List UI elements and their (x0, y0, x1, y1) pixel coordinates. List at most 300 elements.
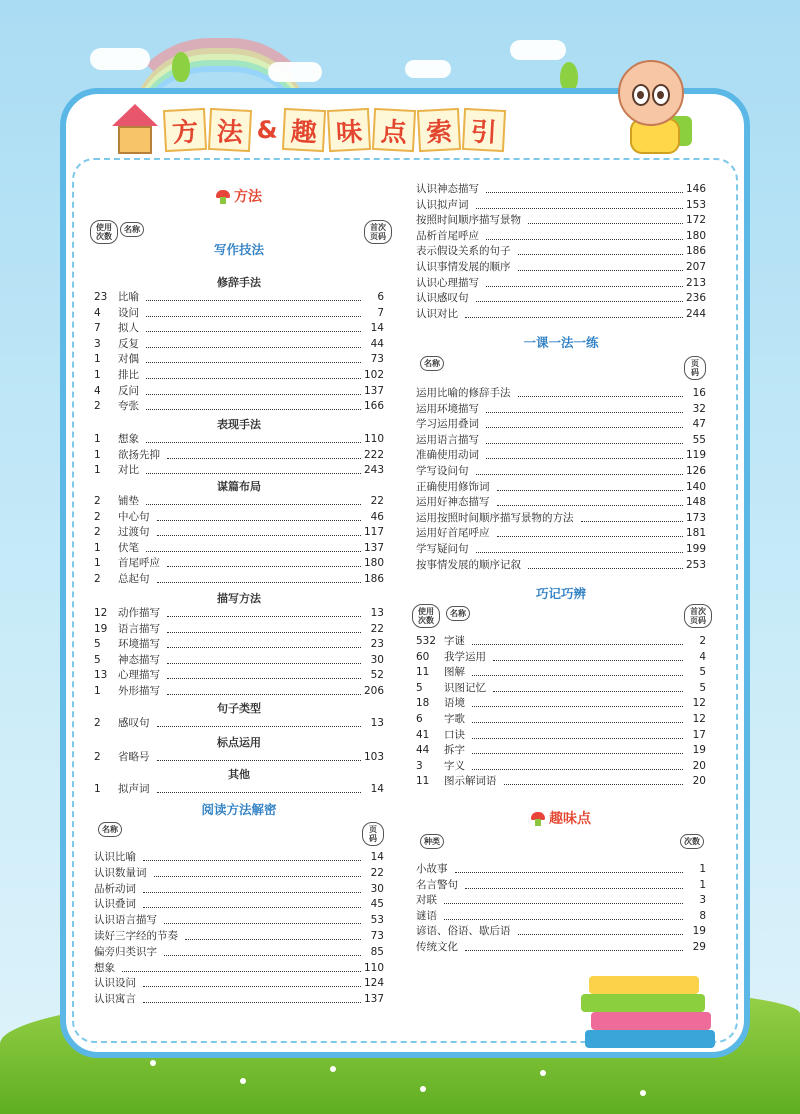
page-number: 14 (370, 851, 384, 863)
badge-kind: 种类 (420, 834, 444, 849)
page-number: 30 (370, 653, 384, 666)
entry-name: 认识寓言 (94, 993, 136, 1006)
leader-dots (143, 897, 361, 908)
badge-first-page: 首次页码 (684, 604, 712, 628)
page-number: 32 (692, 402, 706, 415)
index-row (416, 893, 706, 908)
use-count: 3 (94, 337, 101, 350)
index-row (416, 909, 706, 924)
page-number: 52 (370, 669, 384, 682)
leader-dots (528, 213, 683, 224)
page-number: 172 (685, 214, 706, 227)
entry-name: 拟声词 (118, 783, 150, 795)
index-row (94, 684, 384, 699)
leader-dots (146, 337, 361, 348)
leader-dots (497, 526, 683, 537)
badge-name: 名称 (420, 356, 444, 371)
page-number: 236 (685, 292, 706, 305)
badge-page: 页码 (684, 356, 706, 380)
use-count: 2 (94, 717, 101, 729)
use-count: 1 (94, 464, 101, 477)
page-number: 55 (692, 433, 706, 446)
title-char: 点 (372, 108, 416, 152)
page-number: 180 (685, 229, 706, 242)
entry-name: 认识数量词 (94, 866, 147, 879)
entry-name: 伏笔 (118, 541, 139, 554)
use-count: 23 (94, 291, 108, 303)
entry-name: 认识事情发展的顺序 (416, 261, 511, 273)
entry-name: 识图记忆 (444, 681, 486, 694)
index-row (94, 494, 384, 509)
leader-dots (146, 290, 361, 301)
use-count: 2 (94, 510, 101, 523)
index-row (94, 897, 384, 912)
use-count: 2 (94, 573, 101, 585)
page-number: 17 (692, 728, 706, 741)
page-number: 7 (377, 306, 384, 319)
index-row (94, 290, 384, 305)
leader-dots (146, 384, 361, 395)
entry-name: 图解 (444, 666, 465, 679)
leader-dots (497, 480, 683, 491)
entry-name: 比喻 (118, 291, 139, 303)
page-number: 166 (363, 400, 384, 413)
index-row (94, 525, 384, 540)
leader-dots (164, 945, 361, 956)
entry-name: 图示解词语 (444, 775, 497, 788)
index-row (94, 866, 384, 881)
page-number: 20 (692, 775, 706, 788)
page-number: 12 (692, 713, 706, 725)
entry-name: 运用语言描写 (416, 433, 479, 446)
index-row (94, 653, 384, 668)
index-row (416, 940, 706, 955)
leader-dots (167, 684, 361, 695)
page-number: 22 (370, 622, 384, 635)
page-number: 19 (692, 925, 706, 938)
use-count: 41 (416, 728, 430, 741)
page-number: 23 (370, 638, 384, 651)
page-number: 47 (692, 418, 706, 431)
entry-name: 品析首尾呼应 (416, 229, 479, 242)
entry-name: 学写疑问句 (416, 543, 469, 555)
leader-dots (465, 878, 683, 889)
index-row (94, 448, 384, 463)
page-number: 20 (692, 759, 706, 772)
page-number: 137 (363, 541, 384, 554)
entry-name: 认识叠词 (94, 898, 136, 911)
entry-name: 认识设问 (94, 977, 136, 990)
entry-name: 认识语言描写 (94, 914, 157, 927)
index-row (416, 213, 706, 228)
leader-dots (528, 558, 683, 569)
page-number: 14 (370, 322, 384, 335)
use-count: 6 (416, 713, 423, 725)
group-title: 谋篇布局 (217, 480, 261, 493)
entry-name: 表示假设关系的句子 (416, 245, 511, 258)
leader-dots (143, 882, 361, 893)
index-row (94, 606, 384, 621)
entry-name: 学写设问句 (416, 465, 469, 477)
index-row (94, 399, 384, 414)
leader-dots (465, 940, 683, 951)
page-number: 180 (363, 557, 384, 570)
page-number: 124 (363, 977, 384, 990)
page-number: 110 (363, 961, 384, 974)
entry-name: 拆字 (444, 744, 465, 757)
leader-dots (146, 306, 361, 317)
page-number: 137 (363, 993, 384, 1006)
badge-name: 名称 (446, 606, 470, 621)
flower-decoration (420, 1086, 426, 1092)
leader-dots (444, 909, 683, 920)
leader-dots (497, 495, 683, 506)
leader-dots (518, 244, 683, 255)
use-count: 5 (416, 681, 423, 694)
leader-dots (455, 862, 684, 873)
page-number: 2 (699, 635, 706, 647)
leader-dots (486, 182, 683, 193)
fun-heading: 趣味点 (416, 808, 706, 828)
entry-name: 过渡句 (118, 526, 150, 539)
use-count: 1 (94, 685, 101, 697)
index-row (94, 750, 384, 765)
page-number: 222 (363, 448, 384, 461)
entry-name: 感叹句 (118, 717, 150, 729)
index-row (416, 728, 706, 743)
badge-name: 名称 (98, 822, 122, 837)
entry-name: 我学运用 (444, 650, 486, 663)
index-row (94, 637, 384, 652)
leader-dots (143, 976, 361, 987)
index-row (416, 511, 706, 526)
page-number: 14 (370, 783, 384, 795)
method-heading: 方法 (94, 186, 384, 206)
leader-dots (472, 759, 683, 770)
leader-dots (518, 260, 683, 271)
index-row (416, 307, 706, 322)
page-number: 12 (692, 697, 706, 710)
index-row (416, 182, 706, 197)
index-row (94, 992, 384, 1007)
index-row (416, 229, 706, 244)
index-row (416, 495, 706, 510)
index-row (416, 712, 706, 727)
index-row (416, 417, 706, 432)
use-count: 44 (416, 744, 430, 757)
leader-dots (486, 433, 683, 444)
page-number: 186 (363, 573, 384, 585)
memory-title: 巧记巧辨 (535, 586, 586, 601)
index-row (94, 945, 384, 960)
leader-dots (157, 572, 361, 583)
leader-dots (476, 291, 683, 302)
index-row (416, 433, 706, 448)
entry-name: 环境描写 (118, 638, 160, 651)
index-row (416, 878, 706, 893)
leader-dots (493, 650, 683, 661)
index-row (94, 913, 384, 928)
practice-title: 一课一法一练 (523, 335, 599, 350)
badge-name: 名称 (120, 222, 144, 237)
entry-name: 谚语、俗语、歇后语 (416, 925, 511, 938)
title-char: 味 (327, 108, 371, 152)
leader-dots (167, 653, 361, 664)
leader-dots (476, 198, 683, 209)
page-number: 126 (685, 465, 706, 477)
index-row (94, 384, 384, 399)
page-number: 119 (685, 449, 706, 462)
index-row (94, 976, 384, 991)
leader-dots (146, 432, 361, 443)
index-row (416, 464, 706, 479)
title-char: & (255, 115, 279, 145)
title-char: 方 (163, 108, 207, 152)
entry-name: 夸张 (118, 400, 139, 413)
index-row (94, 556, 384, 571)
entry-name: 正确使用修饰词 (416, 480, 490, 493)
index-row (94, 668, 384, 683)
index-row (416, 276, 706, 291)
page-number: 213 (685, 276, 706, 289)
page-number: 73 (370, 353, 384, 366)
use-count: 11 (416, 666, 430, 679)
leader-dots (476, 464, 683, 475)
leader-dots (146, 399, 361, 410)
index-row (94, 782, 384, 797)
leader-dots (472, 743, 683, 754)
group-title: 句子类型 (217, 702, 261, 715)
entry-name: 省略号 (118, 751, 150, 763)
page-number: 244 (685, 307, 706, 320)
entry-name: 运用比喻的修辞手法 (416, 387, 511, 399)
index-row (416, 759, 706, 774)
entry-name: 字歌 (444, 713, 465, 725)
index-row (94, 622, 384, 637)
entry-name: 对偶 (118, 353, 139, 366)
entry-name: 运用环境描写 (416, 402, 479, 415)
index-row (94, 961, 384, 976)
page-number: 140 (685, 480, 706, 493)
flower-decoration (640, 1090, 646, 1096)
entry-name: 品析动词 (94, 882, 136, 895)
page-number: 1 (699, 863, 706, 875)
page-number: 22 (370, 495, 384, 507)
leader-dots (476, 542, 683, 553)
group-title: 标点运用 (217, 736, 261, 749)
reading-method-title: 阅读方法解密 (201, 802, 277, 817)
use-count: 1 (94, 783, 101, 795)
page-number: 85 (370, 945, 384, 958)
page-number: 73 (370, 930, 384, 942)
use-count: 532 (416, 635, 437, 647)
leader-dots (486, 417, 683, 428)
group-title: 表现手法 (217, 418, 261, 431)
page-number: 206 (363, 685, 384, 697)
entry-name: 小故事 (416, 863, 448, 875)
leader-dots (444, 893, 683, 904)
badge-use-count: 使用次数 (90, 220, 118, 244)
page-number: 13 (370, 607, 384, 619)
index-row (94, 352, 384, 367)
page-number: 148 (685, 496, 706, 509)
entry-name: 谜语 (416, 909, 437, 922)
page-number: 44 (370, 337, 384, 350)
page-number: 253 (685, 558, 706, 571)
leader-dots (185, 929, 361, 940)
index-row (416, 743, 706, 758)
page-number: 199 (685, 543, 706, 555)
leader-dots (154, 866, 362, 877)
leader-dots (143, 850, 361, 861)
entry-name: 字义 (444, 759, 465, 772)
page-number: 181 (685, 527, 706, 540)
index-row (94, 337, 384, 352)
use-count: 1 (94, 448, 101, 461)
entry-name: 中心句 (118, 510, 150, 523)
page-number: 173 (685, 511, 706, 524)
leader-dots (164, 913, 361, 924)
title-char: 法 (208, 108, 252, 152)
leader-dots (157, 716, 362, 727)
use-count: 4 (94, 384, 101, 397)
use-count: 1 (94, 433, 101, 445)
leader-dots (486, 402, 683, 413)
index-row (94, 463, 384, 478)
entry-name: 按事情发展的顺序记叙 (416, 558, 521, 571)
title-char: 引 (462, 108, 506, 152)
page-number: 137 (363, 384, 384, 397)
page-number: 13 (370, 717, 384, 729)
leader-dots (146, 463, 361, 474)
group-title: 其他 (228, 768, 250, 781)
leader-dots (581, 511, 683, 522)
use-count: 2 (94, 400, 101, 413)
entry-name: 设问 (118, 306, 139, 319)
index-row (416, 480, 706, 495)
page-number: 117 (363, 526, 384, 539)
entry-name: 语境 (444, 697, 465, 710)
entry-name: 运用好首尾呼应 (416, 527, 490, 540)
page-number: 207 (685, 261, 706, 273)
use-count: 18 (416, 697, 430, 710)
entry-name: 运用按照时间顺序描写景物的方法 (416, 511, 574, 524)
index-row (94, 850, 384, 865)
use-count: 60 (416, 650, 430, 663)
use-count: 2 (94, 526, 101, 539)
use-count: 1 (94, 369, 101, 381)
leader-dots (465, 307, 683, 318)
entry-name: 认识对比 (416, 307, 458, 320)
page-number: 3 (699, 894, 706, 907)
entry-name: 认识拟声词 (416, 198, 469, 211)
page-number: 5 (699, 681, 706, 694)
use-count: 11 (416, 775, 430, 788)
leader-dots (146, 541, 361, 552)
page-number: 186 (685, 245, 706, 258)
flower-decoration (330, 1066, 336, 1072)
use-count: 5 (94, 638, 101, 651)
entry-name: 排比 (118, 369, 139, 381)
index-row (416, 665, 706, 680)
badge-page: 页码 (362, 822, 384, 846)
entry-name: 运用好神态描写 (416, 496, 490, 509)
page-number: 5 (699, 666, 706, 679)
entry-name: 想象 (94, 961, 115, 974)
index-row (416, 198, 706, 213)
leader-dots (518, 924, 684, 935)
use-count: 4 (94, 306, 101, 319)
leader-dots (486, 448, 683, 459)
leader-dots (167, 668, 361, 679)
entry-name: 反问 (118, 384, 139, 397)
leader-dots (157, 510, 362, 521)
index-row (94, 432, 384, 447)
leader-dots (146, 321, 361, 332)
page-number: 29 (692, 941, 706, 953)
use-count: 7 (94, 322, 101, 335)
page-number: 8 (699, 909, 706, 922)
page-number: 16 (692, 387, 706, 399)
index-row (94, 882, 384, 897)
right-column (416, 0, 706, 1114)
entry-name: 认识心理描写 (416, 276, 479, 289)
entry-name: 按照时间顺序描写景物 (416, 214, 521, 227)
leader-dots (493, 681, 683, 692)
index-row (94, 306, 384, 321)
badge-use-count: 使用次数 (412, 604, 440, 628)
index-row (94, 572, 384, 587)
page-number: 53 (370, 914, 384, 927)
use-count: 13 (94, 669, 108, 682)
leader-dots (472, 634, 683, 645)
use-count: 2 (94, 751, 101, 763)
flower-decoration (240, 1078, 246, 1084)
entry-name: 偏旁归类识字 (94, 945, 157, 958)
use-count: 1 (94, 557, 101, 570)
entry-name: 对联 (416, 894, 437, 907)
entry-name: 字谜 (444, 635, 465, 647)
page-number: 153 (685, 198, 706, 211)
entry-name: 神态描写 (118, 653, 160, 666)
leader-dots (518, 386, 684, 397)
index-row (94, 929, 384, 944)
page-number: 22 (370, 866, 384, 879)
use-count: 2 (94, 495, 101, 507)
index-row (416, 260, 706, 275)
index-row (94, 368, 384, 383)
use-count: 1 (94, 541, 101, 554)
index-row (416, 386, 706, 401)
entry-name: 准确使用动词 (416, 449, 479, 462)
entry-name: 学习运用叠词 (416, 418, 479, 431)
index-row (94, 541, 384, 556)
books-illustration (575, 970, 725, 1060)
index-row (416, 526, 706, 541)
entry-name: 铺垫 (118, 495, 139, 507)
title-char: 索 (417, 108, 461, 152)
leader-dots (167, 637, 361, 648)
leader-dots (167, 448, 361, 459)
group-title: 描写方法 (217, 592, 261, 605)
use-count: 5 (94, 653, 101, 666)
index-row (94, 716, 384, 731)
leader-dots (504, 774, 684, 785)
leader-dots (157, 750, 361, 761)
page-number: 110 (363, 433, 384, 445)
leader-dots (486, 229, 683, 240)
index-row (416, 696, 706, 711)
